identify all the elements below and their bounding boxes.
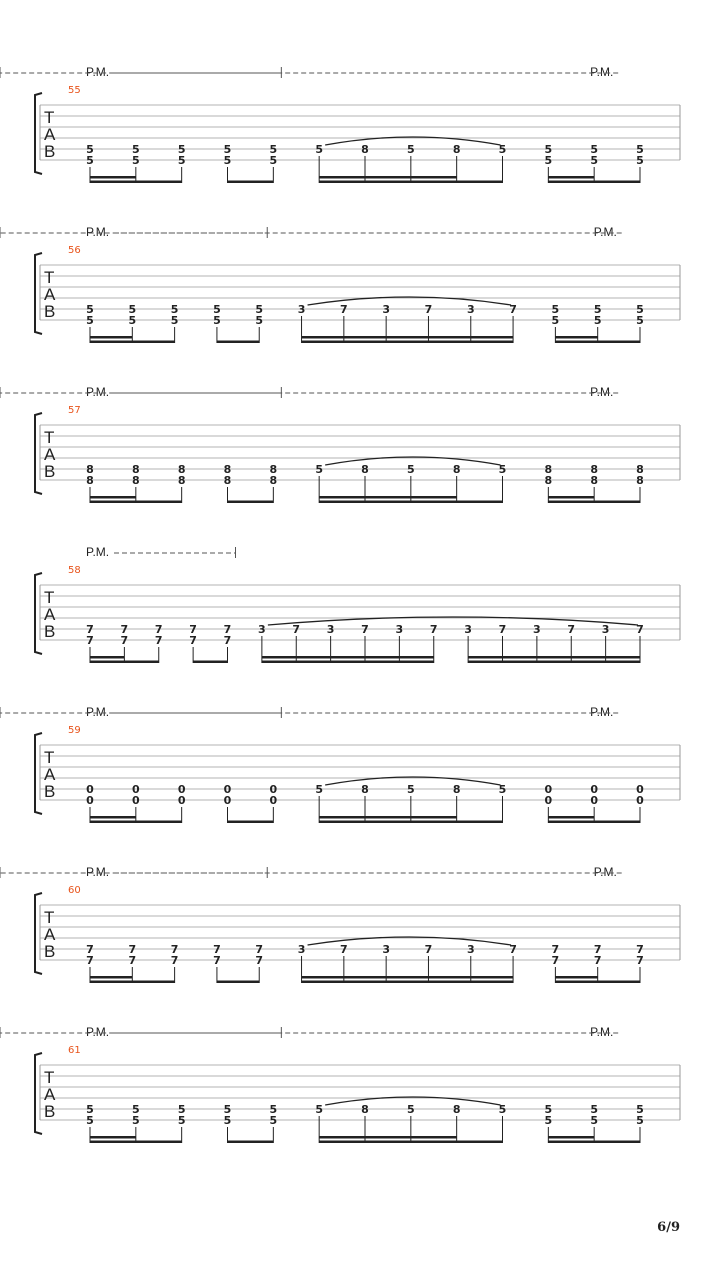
fret-number: 7 — [340, 943, 348, 956]
palm-mute-label: P.M. — [86, 545, 110, 559]
beam-secondary — [319, 176, 457, 179]
fret-number: 0 — [223, 794, 232, 807]
beam — [319, 181, 502, 184]
page-number: 6/9 — [657, 1220, 680, 1235]
palm-mute-label: P.M. — [86, 225, 110, 239]
beam — [90, 661, 159, 664]
fret-number: 8 — [361, 1103, 369, 1116]
fret-number: 7 — [636, 623, 644, 636]
palm-mute-label: P.M. — [590, 1025, 614, 1039]
fret-number: 7 — [86, 943, 94, 956]
fret-number: 7 — [255, 943, 264, 956]
fret-number: 7 — [593, 954, 602, 967]
tab-clef-letter: T — [44, 268, 55, 287]
fret-number: 7 — [154, 634, 163, 647]
beam — [555, 981, 640, 984]
beam-secondary — [468, 656, 640, 659]
fret-number: 5 — [86, 303, 94, 316]
tab-clef-letter: A — [44, 1085, 56, 1104]
fret-number: 7 — [567, 623, 576, 636]
tab-clef-letter: A — [44, 605, 56, 624]
fret-number: 5 — [269, 1103, 278, 1116]
beam — [228, 821, 274, 824]
fret-number: 7 — [86, 634, 94, 647]
fret-number: 8 — [269, 463, 278, 476]
measure-number: 59 — [68, 725, 81, 736]
beam — [468, 661, 640, 664]
fret-number: 5 — [590, 1103, 598, 1116]
fret-number: 8 — [361, 143, 369, 156]
beam-secondary — [555, 976, 597, 979]
fret-number: 5 — [544, 1103, 553, 1116]
fret-number: 7 — [509, 943, 517, 956]
beam — [228, 1141, 274, 1144]
beam-secondary — [302, 336, 514, 339]
fret-number: 8 — [452, 143, 461, 156]
fret-number: 7 — [128, 954, 137, 967]
fret-number: 7 — [551, 943, 560, 956]
fret-number: 8 — [544, 474, 553, 487]
beam — [302, 981, 514, 984]
fret-number: 7 — [292, 623, 301, 636]
measure-number: 56 — [68, 245, 81, 256]
fret-number: 5 — [86, 154, 94, 167]
fret-number: 7 — [213, 943, 221, 956]
tab-clef-letter: B — [44, 462, 56, 481]
beam-secondary — [548, 1136, 594, 1139]
fret-number: 5 — [128, 303, 137, 316]
beam-secondary — [319, 496, 457, 499]
fret-number: 5 — [132, 1114, 140, 1127]
tab-clef-letter: B — [44, 942, 56, 961]
measure-number: 60 — [68, 885, 81, 896]
palm-mute-label: P.M. — [593, 225, 617, 239]
fret-number: 5 — [636, 314, 644, 327]
fret-number: 5 — [636, 303, 644, 316]
fret-number: 7 — [170, 954, 179, 967]
fret-number: 5 — [407, 1103, 415, 1116]
beam-secondary — [90, 1136, 136, 1139]
fret-number: 8 — [86, 474, 94, 487]
beam-secondary — [90, 496, 136, 499]
fret-number: 7 — [429, 623, 438, 636]
tab-clef-letter: T — [44, 748, 55, 767]
tab-clef-letter: T — [44, 428, 55, 447]
beam-secondary — [90, 656, 124, 659]
fret-number: 7 — [636, 954, 644, 967]
fret-number: 5 — [636, 154, 644, 167]
beam — [217, 981, 259, 984]
fret-number: 3 — [382, 943, 390, 956]
tab-clef-letter: T — [44, 908, 55, 927]
fret-number: 3 — [297, 943, 306, 956]
fret-number: 5 — [86, 1103, 94, 1116]
fret-number: 5 — [551, 314, 560, 327]
measure-number: 58 — [68, 565, 81, 576]
fret-number: 5 — [223, 1103, 232, 1116]
fret-number: 8 — [86, 463, 94, 476]
beam — [193, 661, 227, 664]
fret-number: 5 — [86, 143, 94, 156]
fret-number: 0 — [177, 794, 186, 807]
fret-number: 7 — [361, 623, 369, 636]
fret-number: 5 — [269, 154, 278, 167]
fret-number: 8 — [361, 463, 369, 476]
fret-number: 0 — [132, 783, 140, 796]
fret-number: 3 — [395, 623, 404, 636]
tab-clef-letter: A — [44, 765, 56, 784]
beam — [548, 181, 640, 184]
fret-number: 5 — [255, 303, 264, 316]
fret-number: 7 — [340, 303, 348, 316]
palm-mute-label: P.M. — [86, 1025, 110, 1039]
beam-secondary — [262, 656, 434, 659]
fret-number: 8 — [636, 474, 644, 487]
fret-number: 5 — [86, 1114, 94, 1127]
beam — [319, 1141, 502, 1144]
fret-number: 7 — [223, 634, 232, 647]
fret-number: 5 — [132, 154, 140, 167]
fret-number: 5 — [498, 143, 507, 156]
tab-clef-letter: T — [44, 588, 55, 607]
beam — [90, 981, 175, 984]
fret-number: 7 — [170, 943, 179, 956]
tab-clef-letter: A — [44, 925, 56, 944]
fret-number: 5 — [407, 143, 415, 156]
beam-secondary — [90, 976, 132, 979]
fret-number: 0 — [223, 783, 232, 796]
fret-number: 5 — [132, 143, 140, 156]
beam — [228, 501, 274, 504]
beam — [548, 1141, 640, 1144]
beam — [555, 341, 640, 344]
fret-number: 8 — [269, 474, 278, 487]
fret-number: 5 — [544, 143, 553, 156]
palm-mute-label: P.M. — [590, 705, 614, 719]
fret-number: 0 — [86, 783, 94, 796]
fret-number: 8 — [590, 474, 598, 487]
fret-number: 7 — [223, 623, 232, 636]
beam — [90, 341, 175, 344]
fret-number: 8 — [452, 1103, 461, 1116]
fret-number: 8 — [636, 463, 644, 476]
fret-number: 8 — [361, 783, 369, 796]
fret-number: 8 — [223, 463, 232, 476]
fret-number: 5 — [170, 314, 179, 327]
fret-number: 5 — [177, 1114, 186, 1127]
beam-secondary — [319, 816, 457, 819]
beam — [548, 821, 640, 824]
fret-number: 8 — [544, 463, 553, 476]
fret-number: 5 — [223, 154, 232, 167]
tab-clef-letter: B — [44, 302, 56, 321]
tab-clef-letter: B — [44, 782, 56, 801]
fret-number: 5 — [177, 1103, 186, 1116]
fret-number: 0 — [86, 794, 94, 807]
fret-number: 5 — [315, 783, 323, 796]
beam — [90, 181, 182, 184]
beam-secondary — [90, 816, 136, 819]
fret-number: 5 — [315, 143, 323, 156]
fret-number: 5 — [593, 303, 602, 316]
fret-number: 7 — [86, 954, 94, 967]
palm-mute-label: P.M. — [590, 385, 614, 399]
measure-number: 57 — [68, 405, 81, 416]
fret-number: 5 — [544, 154, 553, 167]
fret-number: 3 — [533, 623, 541, 636]
palm-mute-label: P.M. — [593, 865, 617, 879]
fret-number: 5 — [636, 143, 644, 156]
fret-number: 5 — [86, 314, 94, 327]
beam — [90, 821, 182, 824]
fret-number: 0 — [269, 783, 278, 796]
fret-number: 8 — [177, 474, 186, 487]
fret-number: 0 — [636, 794, 644, 807]
fret-number: 5 — [407, 783, 415, 796]
beam — [228, 181, 274, 184]
palm-mute-label: P.M. — [86, 385, 110, 399]
fret-number: 5 — [498, 783, 507, 796]
fret-number: 7 — [255, 954, 264, 967]
fret-number: 7 — [509, 303, 517, 316]
fret-number: 7 — [551, 954, 560, 967]
fret-number: 5 — [315, 463, 323, 476]
beam — [90, 501, 182, 504]
fret-number: 5 — [407, 463, 415, 476]
fret-number: 5 — [269, 1114, 278, 1127]
palm-mute-label: P.M. — [590, 65, 614, 79]
tab-clef-letter: A — [44, 285, 56, 304]
fret-number: 5 — [223, 143, 232, 156]
fret-number: 7 — [213, 954, 221, 967]
measure-number: 61 — [68, 1045, 81, 1056]
fret-number: 7 — [424, 303, 433, 316]
beam-secondary — [90, 176, 136, 179]
fret-number: 5 — [223, 1114, 232, 1127]
fret-number: 7 — [86, 623, 94, 636]
fret-number: 5 — [593, 314, 602, 327]
fret-number: 3 — [466, 943, 475, 956]
fret-number: 7 — [120, 634, 129, 647]
beam — [302, 341, 514, 344]
fret-number: 3 — [466, 303, 475, 316]
beam — [319, 501, 502, 504]
fret-number: 5 — [255, 314, 264, 327]
beam-secondary — [90, 336, 132, 339]
fret-number: 5 — [315, 1103, 323, 1116]
fret-number: 7 — [424, 943, 433, 956]
fret-number: 3 — [326, 623, 335, 636]
fret-number: 5 — [590, 143, 598, 156]
fret-number: 0 — [544, 794, 553, 807]
fret-number: 5 — [213, 314, 221, 327]
beam-secondary — [548, 496, 594, 499]
fret-number: 5 — [636, 1103, 644, 1116]
fret-number: 5 — [132, 1103, 140, 1116]
beam-secondary — [548, 816, 594, 819]
fret-number: 8 — [132, 463, 140, 476]
fret-number: 0 — [132, 794, 140, 807]
tab-clef-letter: T — [44, 108, 55, 127]
palm-mute-label: P.M. — [86, 865, 110, 879]
measure-number: 55 — [68, 85, 81, 96]
fret-number: 7 — [498, 623, 507, 636]
beam — [217, 341, 259, 344]
fret-number: 0 — [636, 783, 644, 796]
fret-number: 7 — [593, 943, 602, 956]
fret-number: 5 — [498, 1103, 507, 1116]
fret-number: 8 — [223, 474, 232, 487]
beam — [319, 821, 502, 824]
fret-number: 8 — [590, 463, 598, 476]
fret-number: 0 — [590, 783, 598, 796]
fret-number: 5 — [498, 463, 507, 476]
fret-number: 8 — [452, 463, 461, 476]
fret-number: 5 — [551, 303, 560, 316]
fret-number: 5 — [128, 314, 137, 327]
fret-number: 5 — [544, 1114, 553, 1127]
fret-number: 5 — [213, 303, 221, 316]
fret-number: 8 — [132, 474, 140, 487]
tab-clef-letter: A — [44, 125, 56, 144]
fret-number: 3 — [297, 303, 306, 316]
fret-number: 3 — [601, 623, 610, 636]
fret-number: 5 — [590, 154, 598, 167]
fret-number: 3 — [464, 623, 472, 636]
beam-secondary — [548, 176, 594, 179]
fret-number: 0 — [269, 794, 278, 807]
beam — [90, 1141, 182, 1144]
fret-number: 7 — [189, 634, 197, 647]
tab-clef-letter: B — [44, 142, 56, 161]
fret-number: 7 — [154, 623, 163, 636]
fret-number: 0 — [177, 783, 186, 796]
palm-mute-label: P.M. — [86, 705, 110, 719]
beam — [262, 661, 434, 664]
fret-number: 7 — [120, 623, 129, 636]
fret-number: 0 — [590, 794, 598, 807]
beam-secondary — [555, 336, 597, 339]
tab-clef-letter: T — [44, 1068, 55, 1087]
fret-number: 5 — [177, 154, 186, 167]
fret-number: 8 — [177, 463, 186, 476]
fret-number: 5 — [636, 1114, 644, 1127]
fret-number: 0 — [544, 783, 553, 796]
fret-number: 5 — [170, 303, 179, 316]
fret-number: 3 — [382, 303, 390, 316]
fret-number: 5 — [177, 143, 186, 156]
fret-number: 7 — [189, 623, 197, 636]
tab-clef-letter: B — [44, 622, 56, 641]
fret-number: 8 — [452, 783, 461, 796]
tab-clef-letter: A — [44, 445, 56, 464]
beam — [548, 501, 640, 504]
fret-number: 7 — [636, 943, 644, 956]
tab-clef-letter: B — [44, 1102, 56, 1121]
fret-number: 7 — [128, 943, 137, 956]
beam-secondary — [302, 976, 514, 979]
beam-secondary — [319, 1136, 457, 1139]
fret-number: 5 — [590, 1114, 598, 1127]
fret-number: 3 — [258, 623, 266, 636]
palm-mute-label: P.M. — [86, 65, 110, 79]
fret-number: 5 — [269, 143, 278, 156]
